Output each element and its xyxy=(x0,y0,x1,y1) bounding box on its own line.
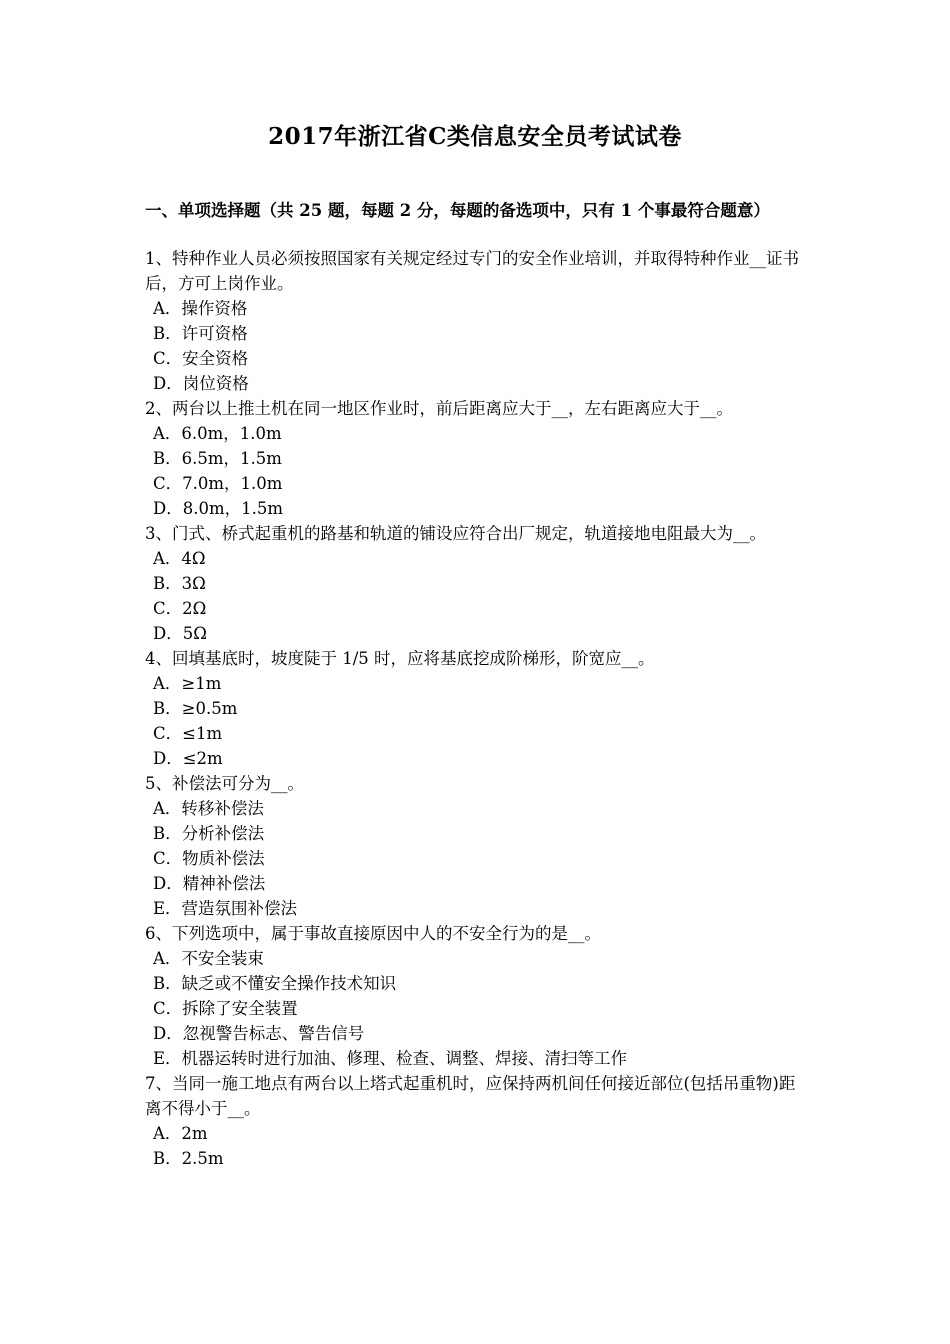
question-2 xyxy=(145,396,810,521)
option-a: A．≥1m xyxy=(153,674,222,693)
option-d: D．忽视警告标志、警告信号 xyxy=(153,1024,365,1043)
option-a: A．6.0m，1.0m xyxy=(153,424,282,443)
question-text: 3、门式、桥式起重机的路基和轨道的铺设应符合出厂规定，轨道接地电阻最大为__。 xyxy=(145,524,766,543)
option-e: E．营造氛围补偿法 xyxy=(153,899,298,918)
option-c: C．2Ω xyxy=(153,599,207,618)
question-text: 6、下列选项中，属于事故直接原因中人的不安全行为的是__。 xyxy=(145,924,601,943)
document-title: 2017年浙江省C类信息安全员考试试卷 xyxy=(268,123,682,150)
option-c: C．物质补偿法 xyxy=(153,849,265,868)
option-a: A．操作资格 xyxy=(153,299,248,318)
option-d: D．岗位资格 xyxy=(153,374,249,393)
question-5 xyxy=(145,771,810,921)
option-b: B．分析补偿法 xyxy=(153,824,265,843)
option-a: A．转移补偿法 xyxy=(153,799,264,818)
option-e: E．机器运转时进行加油、修理、检查、调整、焊接、清扫等工作 xyxy=(153,1049,628,1068)
option-a: A．不安全装束 xyxy=(153,949,264,968)
question-text: 7、当同一施工地点有两台以上塔式起重机时，应保持两机间任何接近部位(包括吊重物)距离不得小于__。 xyxy=(145,1074,796,1118)
question-7 xyxy=(145,1071,810,1171)
option-b: B．2.5m xyxy=(153,1149,224,1168)
option-d: D．8.0m，1.5m xyxy=(153,499,284,518)
question-6 xyxy=(145,921,810,1071)
question-text: 4、回填基底时，坡度陡于 1/5 时，应将基底挖成阶梯形，阶宽应__。 xyxy=(145,649,655,668)
option-d: D．≤2m xyxy=(153,749,223,768)
option-c: C．拆除了安全装置 xyxy=(153,999,298,1018)
option-d: D．精神补偿法 xyxy=(153,874,266,893)
section-heading: 一、单项选择题（共 25 题，每题 2 分，每题的备选项中，只有 1 个事最符合题意） xyxy=(145,201,770,220)
option-b: B．6.5m，1.5m xyxy=(153,449,282,468)
option-b: B．缺乏或不懂安全操作技术知识 xyxy=(153,974,397,993)
question-1 xyxy=(145,246,810,396)
option-b: B．≥0.5m xyxy=(153,699,238,718)
option-c: C．≤1m xyxy=(153,724,223,743)
question-text: 1、特种作业人员必须按照国家有关规定经过专门的安全作业培训，并取得特种作业__证书后，方可上岗作业。 xyxy=(145,249,799,293)
question-list xyxy=(145,246,810,1171)
question-4 xyxy=(145,646,810,771)
option-d: D．5Ω xyxy=(153,624,207,643)
option-c: C．7.0m，1.0m xyxy=(153,474,283,493)
option-a: A．2m xyxy=(153,1124,208,1143)
option-b: B．3Ω xyxy=(153,574,206,593)
option-a: A．4Ω xyxy=(153,549,206,568)
option-b: B．许可资格 xyxy=(153,324,248,343)
question-3 xyxy=(145,521,810,646)
option-c: C．安全资格 xyxy=(153,349,249,368)
question-text: 5、补偿法可分为__。 xyxy=(145,774,304,793)
question-text: 2、两台以上推土机在同一地区作业时，前后距离应大于__，左右距离应大于__。 xyxy=(145,399,733,418)
